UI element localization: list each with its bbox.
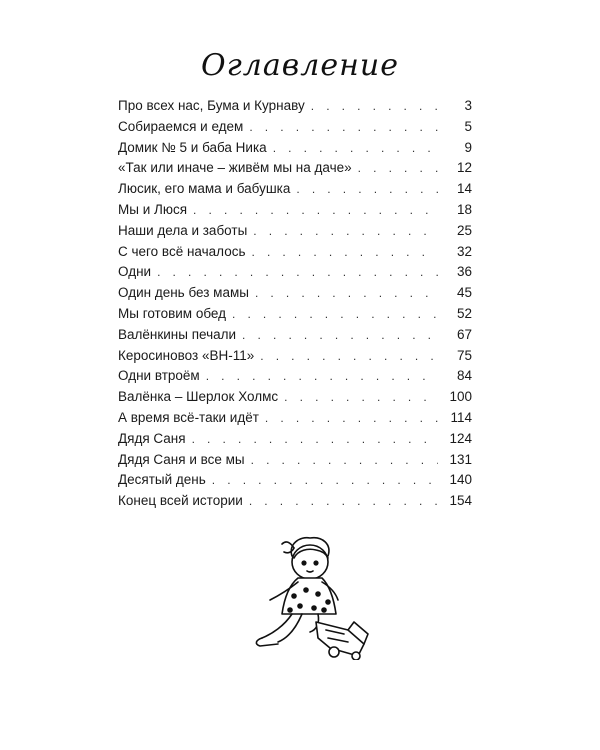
toc-entry-title: Дядя Саня и все мы: [118, 451, 245, 467]
toc-entry-title: Керосиновоз «ВН-11»: [118, 347, 255, 363]
toc-entry-title: Дядя Саня: [118, 430, 186, 446]
toc-entry-title: Конец всей истории: [118, 493, 243, 509]
toc-entry: [118, 450, 472, 471]
left-leg: [262, 614, 292, 638]
toc-entry-title: Валёнка – Шерлок Холмс: [118, 389, 279, 405]
dot-leader: [157, 262, 438, 283]
toc-entry-page: 75: [456, 347, 472, 363]
toc-entry: [118, 491, 472, 512]
table-of-contents: [118, 96, 472, 512]
toc-entry: [118, 96, 472, 117]
toc-entry: [118, 366, 472, 387]
dot-leader: [242, 325, 438, 346]
toc-entry: [118, 429, 472, 450]
toc-entry-page: 100: [449, 389, 472, 405]
girl-with-toy-truck-illustration: [244, 534, 374, 660]
toc-entry-page: 131: [449, 451, 472, 467]
dot-leader: [232, 304, 438, 325]
dot-leader: [249, 491, 438, 512]
toc-entry-title: С чего всё началось: [118, 243, 246, 259]
toc-entry: [118, 325, 472, 346]
toc-entry: [118, 346, 472, 367]
toc-entry: [118, 387, 472, 408]
dot-leader: [206, 366, 438, 387]
dot-leader: [255, 283, 438, 304]
toc-entry-page: 5: [464, 118, 472, 134]
toc-entry-page: 67: [456, 326, 472, 342]
toc-entry: [118, 158, 472, 179]
toc-entry: [118, 408, 472, 429]
toc-entry-title: Мы готовим обед: [118, 305, 226, 321]
toc-entry-page: 52: [456, 305, 472, 321]
toc-entry: [118, 221, 472, 242]
dot-leader: [358, 158, 438, 179]
toc-entry-page: 9: [464, 139, 472, 155]
toc-entry: [118, 262, 472, 283]
toc-entry-page: 84: [456, 368, 472, 384]
bow-left-lower: [284, 548, 294, 553]
toc-entry-title: Наши дела и заботы: [118, 222, 248, 238]
toc-entry-title: Про всех нас, Бума и Курнаву: [118, 98, 305, 113]
dot-leader: [311, 96, 438, 117]
toc-entry-page: 114: [450, 409, 472, 425]
toc-entry-page: 32: [456, 243, 472, 259]
toc-entry-title: «Так или иначе – живём мы на даче»: [118, 160, 352, 176]
toc-entry: [118, 200, 472, 221]
toc-entry-title: Люсик, его мама и бабушка: [118, 181, 291, 197]
toc-entry: [118, 138, 472, 159]
toc-entry-title: Мы и Люся: [118, 201, 188, 217]
dot-leader: [252, 242, 439, 263]
toc-entry-page: 140: [449, 472, 472, 488]
dot-leader: [212, 470, 438, 491]
left-eye: [302, 561, 306, 565]
toc-entry-title: Один день без мамы: [118, 285, 249, 301]
toc-entry-page: 36: [456, 264, 472, 280]
dot-leader: [273, 138, 438, 159]
toc-entry-page: 124: [449, 430, 472, 446]
dot-leader: [192, 429, 438, 450]
dot-leader: [296, 179, 438, 200]
toc-entry-title: Домик № 5 и баба Ника: [118, 139, 267, 155]
toc-entry: [118, 470, 472, 491]
dot-leader: [251, 450, 438, 471]
left-leg-inner: [278, 614, 302, 642]
toc-entry: [118, 283, 472, 304]
toc-entry: [118, 242, 472, 263]
dot-leader: [284, 387, 438, 408]
toc-entry-title: Десятый день: [118, 472, 206, 488]
toy-truck-wheel: [352, 652, 360, 660]
head: [292, 545, 328, 579]
page-title: Оглавление: [201, 48, 399, 83]
toc-entry-page: 154: [449, 493, 472, 509]
left-foot: [256, 638, 278, 646]
dot-leader: [265, 408, 438, 429]
toc-entry: [118, 179, 472, 200]
right-eye: [314, 561, 318, 565]
toc-entry-title: А время всё-таки идёт: [118, 409, 259, 425]
toc-entry-page: 25: [456, 222, 472, 238]
toc-entry-title: Валёнкины печали: [118, 326, 237, 342]
dot-leader: [249, 117, 438, 138]
toy-truck-wheel: [329, 647, 339, 657]
dot-leader: [260, 346, 438, 367]
toc-entry-page: 12: [456, 160, 472, 176]
toy-truck-body: [316, 622, 364, 656]
toc-entry: [118, 304, 472, 325]
toc-entry: [118, 117, 472, 138]
toc-entry-page: 3: [464, 98, 472, 113]
dot-leader: [193, 200, 438, 221]
toc-entry-page: 45: [456, 285, 472, 301]
dot-leader: [253, 221, 438, 242]
toc-entry-title: Собираемся и едем: [118, 118, 244, 134]
toc-entry-page: 14: [456, 181, 472, 197]
toc-entry-page: 18: [456, 201, 472, 217]
toc-entry-title: Одни: [118, 264, 152, 280]
toc-entry-title: Одни втроём: [118, 368, 200, 384]
